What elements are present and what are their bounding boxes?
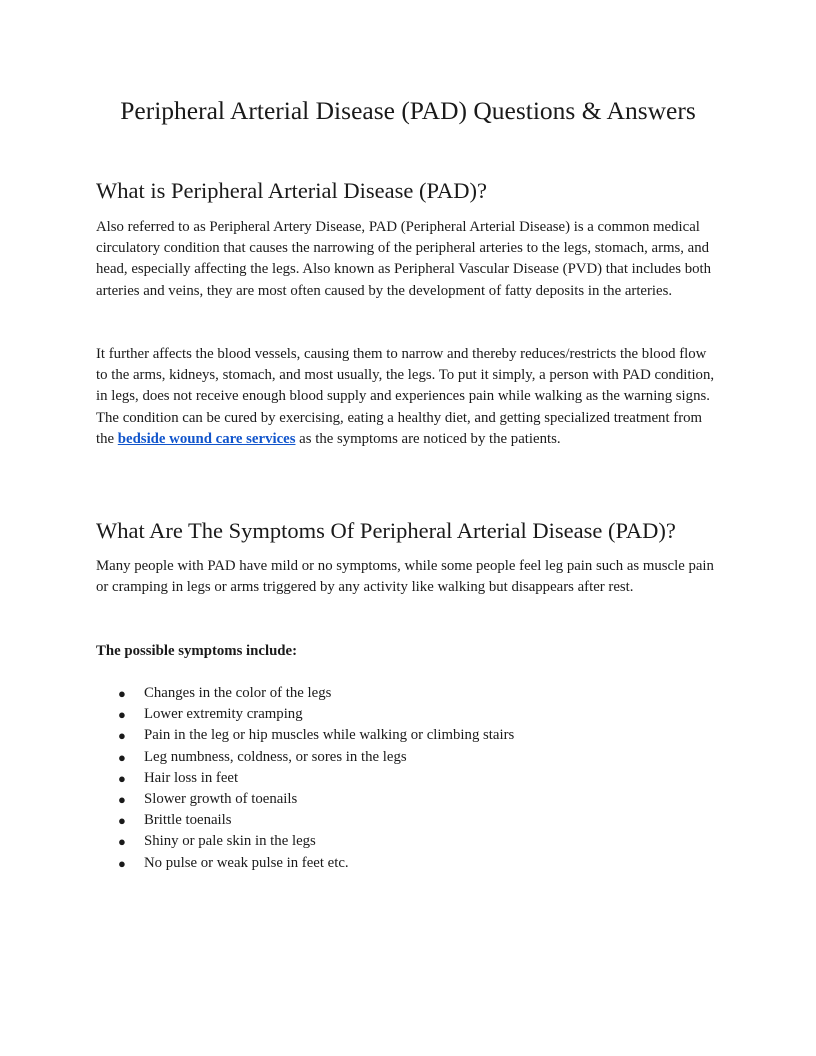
bullet-icon: ● bbox=[118, 855, 126, 871]
list-item-text: Lower extremity cramping bbox=[144, 706, 303, 723]
section-heading-symptoms: What Are The Symptoms Of Peripheral Arterial Disease (PAD)? bbox=[96, 518, 676, 543]
bullet-icon: ● bbox=[118, 792, 126, 808]
bullet-icon: ● bbox=[118, 707, 126, 723]
list-item bbox=[96, 810, 720, 831]
list-item bbox=[96, 747, 720, 768]
list-item bbox=[96, 853, 720, 874]
list-item bbox=[96, 725, 720, 746]
symptoms-list bbox=[96, 683, 720, 874]
bullet-icon: ● bbox=[118, 834, 126, 850]
list-item bbox=[96, 768, 720, 789]
list-item-text: Leg numbness, coldness, or sores in the legs bbox=[144, 748, 407, 765]
list-item-text: Hair loss in feet bbox=[144, 769, 239, 786]
list-item bbox=[96, 789, 720, 810]
paragraph-text: as the symptoms are noticed by the patients. bbox=[295, 430, 561, 447]
list-item-text: Shiny or pale skin in the legs bbox=[144, 833, 316, 850]
list-item-text: Brittle toenails bbox=[144, 812, 232, 829]
list-item bbox=[96, 831, 720, 852]
list-item-text: Changes in the color of the legs bbox=[144, 685, 332, 701]
bullet-icon: ● bbox=[118, 813, 126, 829]
document-title: Peripheral Arterial Disease (PAD) Questions & Answers bbox=[120, 96, 696, 125]
list-item bbox=[96, 704, 720, 725]
paragraph-text: It further affects the blood vessels, causing them to narrow and thereby reduces/restricts the blood flow to the arms, kidneys, stomach, and most usually, the legs. To put it simply, a person with PAD condition, in legs, does not receive enough blood supply and experiences pain while walking as the warning signs. The condition can be cured by exercising, eating a healthy diet, and getting specialized treatment from the bbox=[96, 346, 715, 447]
bullet-icon: ● bbox=[118, 686, 126, 701]
section-heading-what-is-pad: What is Peripheral Arterial Disease (PAD)? bbox=[96, 178, 487, 203]
paragraph-pad-effects bbox=[96, 344, 720, 450]
list-item bbox=[96, 683, 720, 704]
paragraph-symptoms-intro: Many people with PAD have mild or no symptoms, while some people feel leg pain such as muscle pain or cramping in legs or arms triggered by any activity like walking but disappears after rest. bbox=[96, 558, 714, 596]
bullet-icon: ● bbox=[118, 770, 126, 786]
list-item-text: Slower growth of toenails bbox=[144, 791, 298, 808]
list-item-text: Pain in the leg or hip muscles while walking or climbing stairs bbox=[144, 727, 515, 744]
list-item-text: No pulse or weak pulse in feet etc. bbox=[144, 854, 349, 871]
bullet-icon: ● bbox=[118, 749, 126, 765]
bullet-icon: ● bbox=[118, 728, 126, 744]
paragraph-pad-definition: Also referred to as Peripheral Artery Disease, PAD (Peripheral Arterial Disease) is a common medical circulatory condition that causes the narrowing of the peripheral arteries to the legs, stomach, arms, and head, especially affecting the legs. Also known as Peripheral Vascular Disease (PVD) that includes both arteries and veins, they are most often caused by the development of fatty deposits in the arteries. bbox=[96, 219, 712, 299]
bedside-wound-care-link[interactable]: bedside wound care services bbox=[117, 430, 296, 447]
symptoms-list-label: The possible symptoms include: bbox=[96, 643, 298, 659]
